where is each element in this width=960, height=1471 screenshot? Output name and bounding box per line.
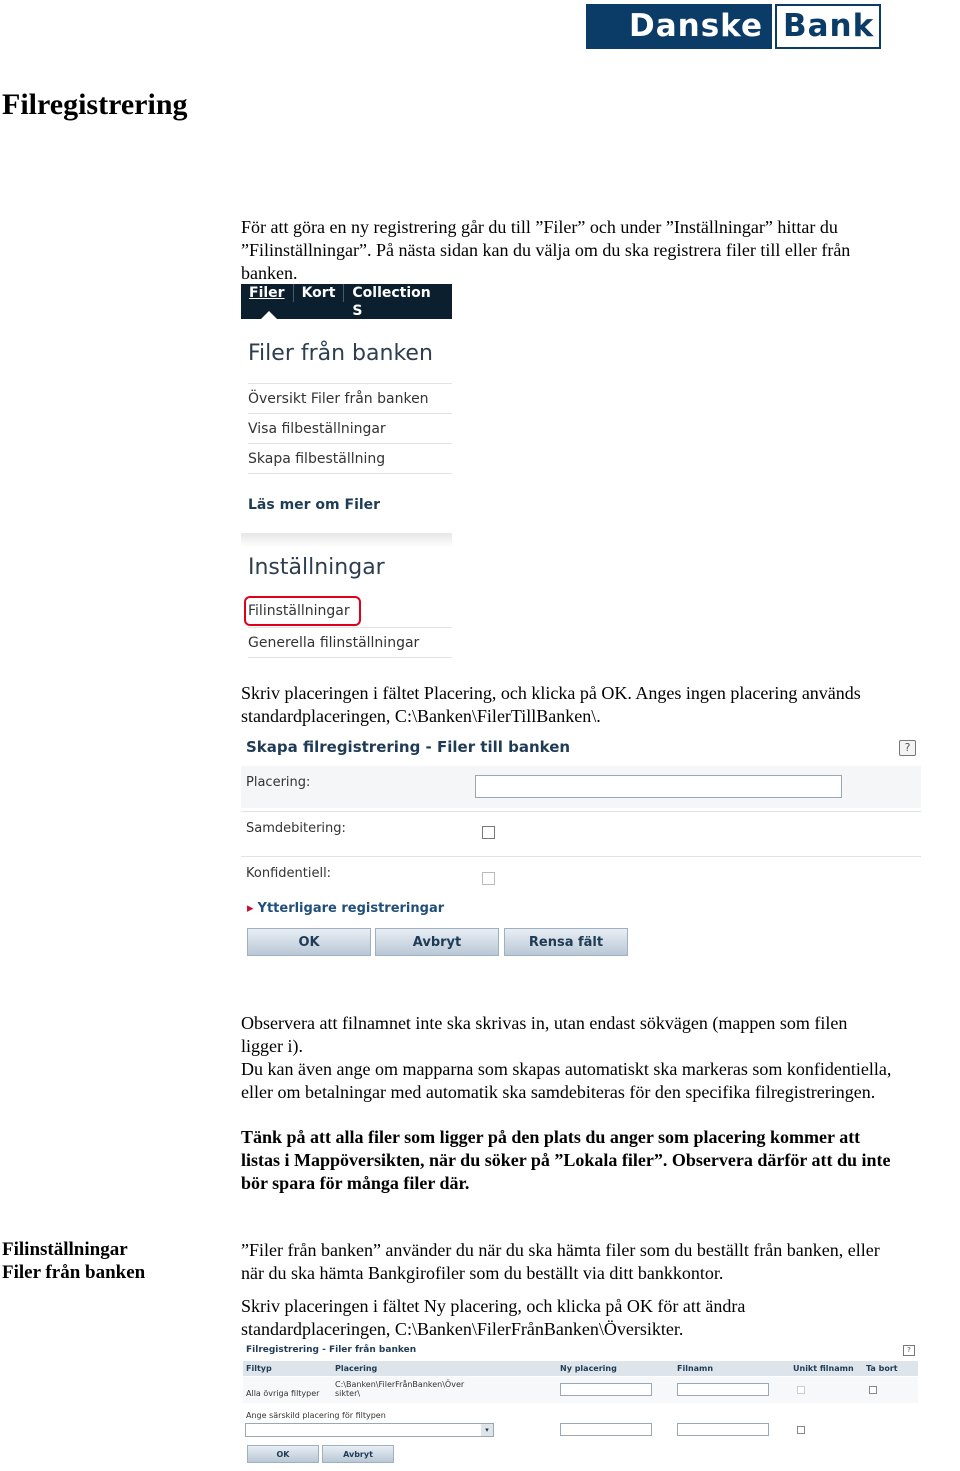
delete-checkbox[interactable] xyxy=(869,1386,877,1394)
chevron-right-icon: ▸ xyxy=(247,901,254,916)
side-label-line-2: Filer från banken xyxy=(2,1262,146,1283)
new-placement-input[interactable] xyxy=(560,1383,652,1396)
confidential-checkbox[interactable] xyxy=(482,872,495,885)
bank-line-1: ”Filer från banken” använder du när du ska hämta filer som du beställt från banken, eller xyxy=(241,1240,880,1260)
co-debit-label: Samdebitering: xyxy=(246,821,346,836)
confidential-label: Konfidentiell: xyxy=(246,866,332,881)
note-line-1: Tänk på att alla filer som ligger på den plats du anger som placering kommer att xyxy=(241,1127,861,1147)
highlight-box xyxy=(244,596,361,626)
observe-line-1: Observera att filnamnet inte ska skrivas in, utan endast sökvägen (mappen som filen xyxy=(241,1013,848,1033)
placement-line-1: Skriv placeringen i fältet Placering, och klicka på OK. Anges ingen placering används xyxy=(241,683,861,703)
note-line-3: bör spara för många filer där. xyxy=(241,1173,470,1193)
menu-item-show-orders[interactable]: Visa filbeställningar xyxy=(248,413,452,443)
page-title: Filregistrering xyxy=(2,88,188,121)
placement-paragraph xyxy=(241,682,861,728)
logo-part-bank: Bank xyxy=(775,4,881,49)
table-help-icon[interactable]: ? xyxy=(903,1345,915,1356)
menu-item-overview[interactable]: Översikt Filer från banken xyxy=(248,383,452,413)
note-line-2: listas i Mappöversikten, när du söker på ”Lokala filer”. Observera därför att du inte xyxy=(241,1150,891,1170)
observe-line-2: ligger i). xyxy=(241,1036,303,1056)
intro-line-1: För att göra en ny registrering går du till ”Filer” och under ”Inställningar” hittar du xyxy=(241,217,838,237)
file-type-select[interactable] xyxy=(245,1423,494,1437)
ok-button[interactable]: OK xyxy=(247,928,371,956)
row-placement-line-2: sikter\ xyxy=(335,1389,361,1398)
form-title: Skapa filregistrering - Filer till banken xyxy=(246,738,571,756)
menu-divider xyxy=(248,473,452,474)
cancel-button[interactable]: Avbryt xyxy=(375,928,499,956)
row-file-type: Alla övriga filtyper xyxy=(246,1389,320,1398)
nav-tab-kort[interactable]: Kort xyxy=(294,284,345,302)
select-label: Ange särskild placering för filtypen xyxy=(246,1411,386,1420)
new-place-line-2: standardplaceringen, C:\Banken\FilerFrånBanken\Översikter. xyxy=(241,1319,684,1339)
row-placement-line-1: C:\Banken\FilerFrånBanken\Över xyxy=(335,1380,465,1389)
table-form-title: Filregistrering - Filer från banken xyxy=(246,1345,417,1355)
observe-paragraph xyxy=(241,1012,891,1104)
more-registrations-label: Ytterligare registreringar xyxy=(257,901,445,916)
form-divider-1 xyxy=(241,811,921,812)
co-debit-checkbox[interactable] xyxy=(482,826,495,839)
table-cancel-button[interactable]: Avbryt xyxy=(322,1445,394,1463)
intro-line-3: banken. xyxy=(241,263,298,283)
menu-item-file-settings[interactable]: Filinställningar xyxy=(248,603,350,619)
header-unique-filename: Unikt filnamn xyxy=(793,1364,854,1373)
new-placement-paragraph xyxy=(241,1295,745,1341)
unique-filename-checkbox[interactable] xyxy=(797,1386,805,1394)
nav-tab-collection[interactable]: Collection S xyxy=(352,285,431,319)
chevron-down-icon: ▾ xyxy=(481,1424,493,1436)
form-divider-2 xyxy=(241,856,921,857)
menu-divider-bottom xyxy=(248,657,452,658)
intro-line-2: ”Filinställningar”. På nästa sidan kan du välja om du ska registrera filer till eller från xyxy=(241,240,851,260)
section-divider xyxy=(241,533,452,547)
important-note-paragraph xyxy=(241,1126,891,1195)
placement-input[interactable] xyxy=(475,775,842,798)
header-delete: Ta bort xyxy=(866,1364,898,1373)
filename-input-2[interactable] xyxy=(677,1423,769,1436)
new-placement-input-2[interactable] xyxy=(560,1423,652,1436)
menu-heading-files-from-bank: Filer från banken xyxy=(248,341,433,366)
files-from-bank-paragraph xyxy=(241,1239,880,1285)
menu-heading-settings: Inställningar xyxy=(248,555,385,580)
danske-bank-logo xyxy=(586,4,881,49)
nav-tab-filer[interactable]: Filer xyxy=(241,284,294,302)
bank-line-2: när du ska hämta Bankgirofiler som du beställt via ditt bankkontor. xyxy=(241,1263,724,1283)
placement-line-2: standardplaceringen, C:\Banken\FilerTillBanken\. xyxy=(241,706,601,726)
filename-input[interactable] xyxy=(677,1383,769,1396)
header-placement: Placering xyxy=(335,1364,378,1373)
placement-label: Placering: xyxy=(246,775,311,790)
header-new-placement: Ny placering xyxy=(560,1364,617,1373)
observe-line-4: eller om betalningar med automatik ska samdebiteras för den specifika filregistreringen. xyxy=(241,1082,876,1102)
menu-item-create-order[interactable]: Skapa filbeställning xyxy=(248,443,452,473)
section-side-label xyxy=(2,1238,145,1284)
header-filename: Filnamn xyxy=(677,1364,714,1373)
logo-part-danske: Danske xyxy=(586,4,772,49)
table-ok-button[interactable]: OK xyxy=(247,1445,319,1463)
observe-line-3: Du kan även ange om mapparna som skapas automatiskt ska markeras som konfidentiella, xyxy=(241,1059,892,1079)
new-place-line-1: Skriv placeringen i fältet Ny placering, och klicka på OK för att ändra xyxy=(241,1296,746,1316)
nav-pointer-icon xyxy=(261,311,277,319)
menu-item-general-file-settings[interactable]: Generella filinställningar xyxy=(248,627,452,657)
read-more-link[interactable]: Läs mer om Filer xyxy=(248,497,381,513)
more-registrations-link[interactable] xyxy=(247,901,444,916)
unique-filename-checkbox-2[interactable] xyxy=(797,1426,805,1434)
header-file-type: Filtyp xyxy=(246,1364,272,1373)
clear-fields-button[interactable]: Rensa fält xyxy=(504,928,628,956)
side-label-line-1: Filinställningar xyxy=(2,1239,128,1260)
intro-paragraph xyxy=(241,216,850,285)
help-icon[interactable]: ? xyxy=(899,740,916,756)
